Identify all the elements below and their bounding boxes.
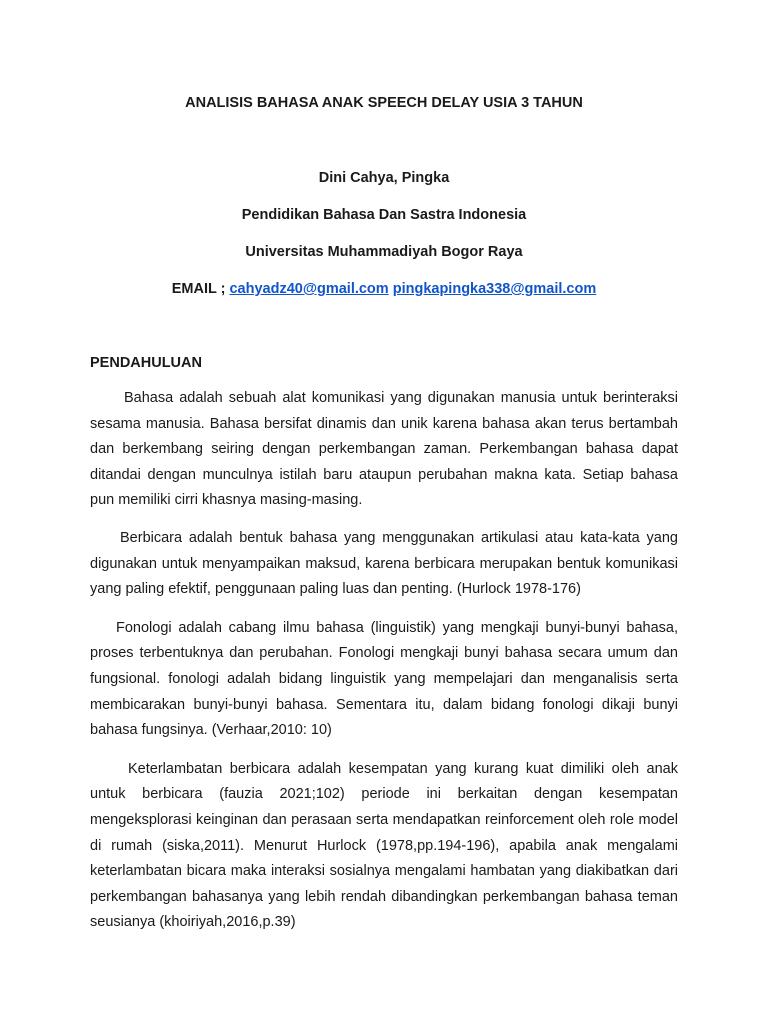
email-label: EMAIL ; (171, 281, 230, 297)
paragraph-1: Bahasa adalah sebuah alat komunikasi yang digunakan manusia untuk berinteraksi sesama manusia. Bahasa bersifat dinamis dan unik karena bahasa akan terus bertambah dan berkembang seiring dengan perkembangan zaman. Perkembangan bahasa dapat ditandai dengan munculnya istilah baru ataupun perubahan makna kata. Setiap bahasa pun memiliki cirri khasnya masing-masing. (90, 390, 678, 509)
email-link-2[interactable]: pingkapingka338@gmail.com (392, 281, 597, 297)
paragraph-4: Keterlambatan berbicara adalah kesempatan yang kurang kuat dimiliki oleh anak untuk berbicara (fauzia 2021;102) periode ini berkaitan dengan kesempatan mengeksplorasi keinginan dan perasaan serta mendapatkan reinforcement oleh role model di rumah (siska,2011). Menurut Hurlock (1978,pp.194-196), apabila anak mengalami keterlambatan bicara maka interaksi sosialnya mengalami hambatan yang diakibatkan dari perkembangan bahasanya yang lebih rendah dibandingkan perkembangan bahasa teman seusianya (khoiriyah,2016,p.39) (90, 760, 678, 931)
author-names: Dini Cahya, Pingka (318, 170, 450, 186)
paragraph-2: Berbicara adalah bentuk bahasa yang menggunakan artikulasi atau kata-kata yang digunakan untuk menyampaikan maksud, karena berbicara merupakan bentuk komunikasi yang paling efektif, penggunaan paling luas dan penting. (Hurlock 1978-176) (90, 529, 678, 598)
email-link-1[interactable]: cahyadz40@gmail.com (229, 281, 389, 297)
university-name: Universitas Muhammadiyah Bogor Raya (245, 244, 523, 260)
department-name: Pendidikan Bahasa Dan Sastra Indonesia (241, 207, 527, 223)
paragraph-3: Fonologi adalah cabang ilmu bahasa (linguistik) yang mengkaji bunyi-bunyi bahasa, proses terbentuknya dan perubahan. Fonologi mengkaji bunyi bahasa secara umum dan fungsional. fonologi adalah bidang linguistik yang mempelajari dan menganalisis serta membicarakan bunyi-bunyi bahasa. Sementara itu, dalam bidang fonologi dikaji bunyi bahasa fungsinya. (Verhaar,2010: 10) (90, 619, 678, 739)
document-title: ANALISIS BAHASA ANAK SPEECH DELAY USIA 3 TAHUN (185, 95, 583, 111)
section-heading: PENDAHULUAN (90, 355, 202, 371)
email-line (90, 279, 678, 299)
